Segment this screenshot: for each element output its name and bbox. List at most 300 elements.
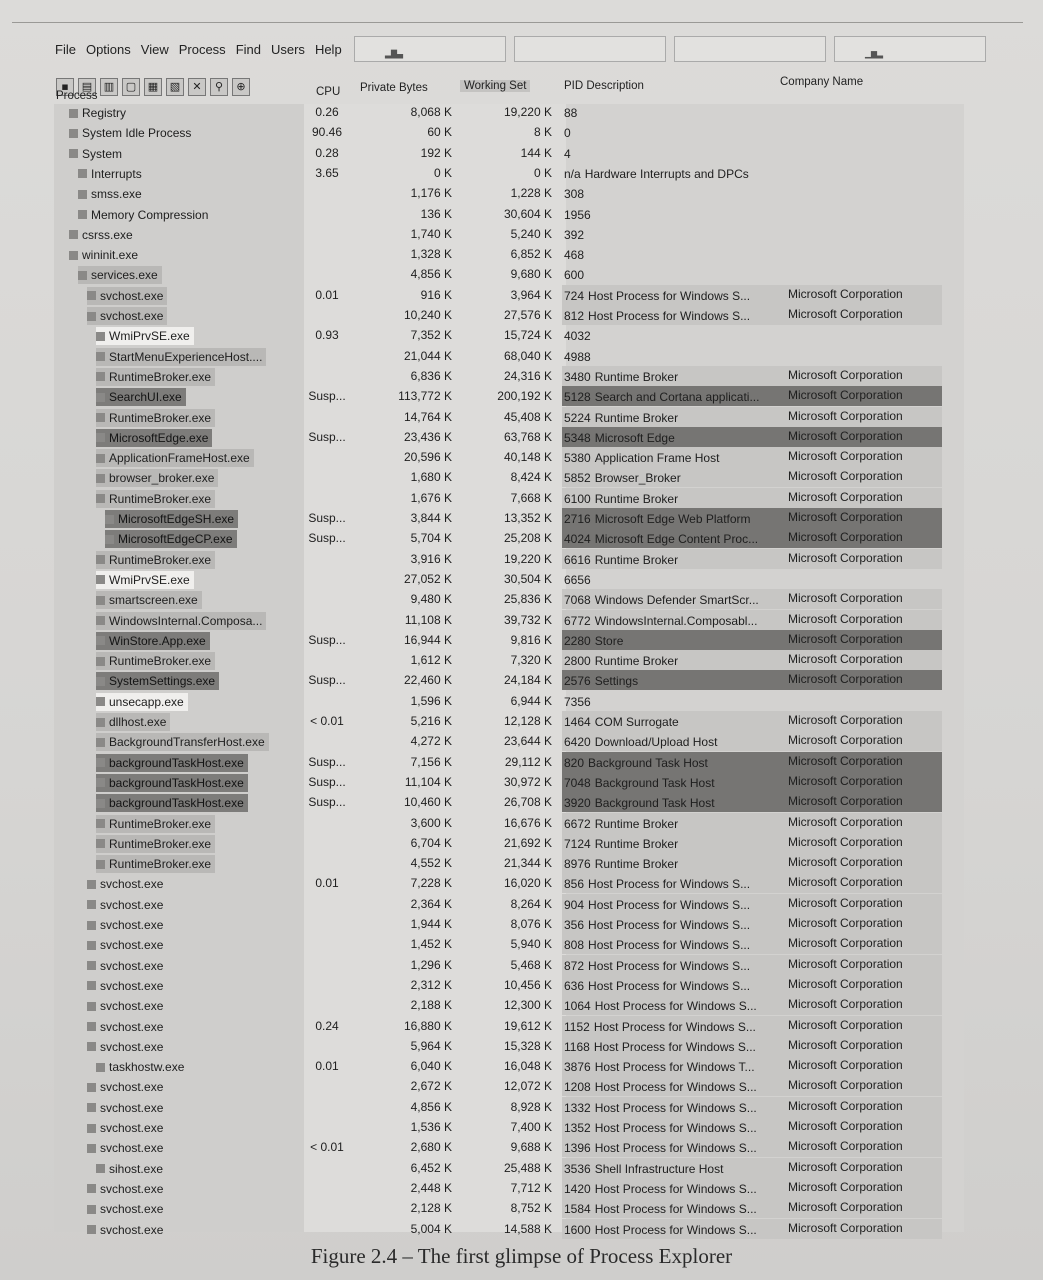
process-icon [96, 636, 105, 645]
process-name-cell[interactable] [96, 469, 218, 487]
process-name-cell[interactable] [96, 733, 269, 751]
description-text: Host Process for Windows S... [593, 1019, 756, 1034]
process-row[interactable] [54, 204, 964, 224]
process-icon [87, 1205, 96, 1214]
pid-value: 1600 [564, 1222, 591, 1237]
pid-value: 1956 [564, 207, 591, 222]
pid-description-cell [564, 754, 708, 772]
io-graph[interactable] [674, 36, 826, 62]
process-name: Registry [82, 106, 127, 120]
process-name: BackgroundTransferHost.exe [109, 735, 265, 750]
working-set-cell: 1,228 K [510, 186, 552, 201]
process-icon [87, 981, 96, 990]
process-name: svchost.exe [100, 958, 164, 973]
process-row[interactable] [54, 1036, 964, 1056]
company-cell: Microsoft Corporation [788, 489, 903, 504]
private-bytes-cell: 1,612 K [410, 653, 452, 668]
pid-value: 1420 [564, 1181, 591, 1196]
process-icon [96, 372, 105, 381]
process-row[interactable] [54, 691, 964, 711]
process-name-cell[interactable] [87, 1038, 167, 1056]
process-name: svchost.exe [100, 1039, 164, 1054]
process-name-cell[interactable] [96, 551, 215, 569]
process-row[interactable] [54, 528, 964, 548]
process-row[interactable] [54, 508, 964, 528]
working-set-cell: 12,300 K [503, 998, 552, 1013]
menu-file[interactable]: File [55, 42, 76, 57]
process-icon [96, 839, 105, 848]
description-text: Background Task Host [594, 796, 715, 811]
process-row[interactable] [54, 447, 964, 467]
process-name-cell[interactable] [96, 632, 210, 650]
pid-description-cell [564, 1139, 757, 1157]
header-private-bytes[interactable]: Private Bytes [360, 82, 428, 94]
description-text: Search and Cortana applicati... [594, 390, 760, 405]
pid-description-cell [564, 104, 581, 122]
process-name-cell[interactable] [96, 672, 219, 690]
process-row[interactable] [54, 792, 964, 812]
process-name-cell[interactable] [96, 327, 194, 345]
process-name-cell[interactable] [96, 612, 266, 630]
process-row[interactable] [54, 285, 964, 305]
process-name-cell[interactable] [87, 1221, 167, 1239]
company-cell: Microsoft Corporation [788, 814, 903, 829]
company-cell: Microsoft Corporation [788, 428, 903, 443]
save-icon[interactable]: ▪ [56, 78, 74, 96]
pid-value: 872 [564, 958, 585, 973]
description-text: Host Process for Windows S... [588, 309, 751, 323]
process-row[interactable] [54, 264, 964, 284]
company-cell: Microsoft Corporation [788, 1119, 903, 1133]
process-name: svchost.exe [100, 1202, 164, 1217]
process-name-cell[interactable] [87, 1180, 167, 1198]
description-text: Browser_Broker [594, 471, 681, 486]
pid-description-cell [564, 672, 638, 690]
process-row[interactable] [54, 569, 964, 589]
process-name-cell[interactable] [87, 307, 167, 325]
process-name-cell[interactable] [96, 388, 186, 406]
description-text: Runtime Broker [594, 654, 679, 669]
pid-description-cell [564, 875, 750, 893]
process-name-cell[interactable] [96, 815, 215, 833]
gpu-graph[interactable] [834, 36, 986, 62]
process-icon [96, 413, 105, 422]
description-text: Runtime Broker [594, 552, 679, 567]
process-row[interactable] [54, 122, 964, 142]
pid-value: 2716 [564, 512, 591, 526]
process-name: backgroundTaskHost.exe [109, 775, 244, 790]
pid-value: 5852 [564, 471, 591, 486]
kill-icon[interactable]: ✕ [188, 78, 206, 96]
cpu-cell: Susp... [308, 795, 346, 810]
working-set-cell: 40,148 K [503, 450, 552, 465]
pid-description-cell [564, 713, 679, 731]
cpu-cell: 0.28 [315, 145, 339, 160]
working-set-cell: 25,836 K [503, 592, 552, 607]
company-cell: Microsoft Corporation [788, 388, 903, 403]
process-name-cell[interactable] [96, 794, 248, 812]
pid-value: 5380 [564, 451, 591, 466]
working-set-cell: 5,468 K [510, 957, 552, 972]
description-text: Host Process for Windows S... [594, 1202, 757, 1217]
private-bytes-cell: 2,364 K [410, 896, 452, 911]
company-cell: Microsoft Corporation [788, 753, 903, 768]
process-name-cell[interactable] [87, 896, 167, 914]
process-row[interactable] [54, 873, 964, 893]
process-row[interactable] [54, 366, 964, 386]
company-cell: Microsoft Corporation [788, 997, 903, 1012]
pid-value: 856 [564, 877, 585, 892]
process-name-cell[interactable] [87, 997, 167, 1015]
process-row[interactable] [54, 833, 964, 853]
process-name-cell[interactable] [96, 449, 254, 467]
process-icon [69, 251, 78, 260]
process-row[interactable] [54, 1178, 964, 1198]
private-bytes-cell: 5,704 K [410, 531, 452, 546]
company-cell: Microsoft Corporation [788, 1098, 903, 1113]
pid-value: 1168 [564, 1039, 590, 1054]
pid-value: 1584 [564, 1202, 591, 1217]
description-text: Background Task Host [588, 755, 708, 770]
process-name-cell[interactable] [96, 368, 215, 386]
working-set-cell: 8,752 K [510, 1201, 552, 1216]
process-name-cell[interactable] [87, 977, 167, 995]
company-cell: Microsoft Corporation [788, 1037, 903, 1052]
process-icon [96, 332, 105, 341]
menu-process[interactable]: Process [178, 42, 226, 57]
pid-value: 468 [564, 248, 585, 263]
process-name: MicrosoftEdge.exe [109, 430, 209, 445]
commit-graph[interactable] [514, 36, 666, 62]
description-text: Microsoft Edge Web Platform [594, 512, 751, 526]
description-text: Runtime Broker [594, 491, 679, 506]
process-row[interactable] [54, 325, 964, 345]
process-row[interactable] [54, 670, 964, 690]
process-name-cell[interactable] [87, 1099, 167, 1117]
process-row[interactable] [54, 589, 964, 609]
private-bytes-cell: 4,856 K [410, 267, 452, 282]
process-name-cell[interactable] [96, 429, 212, 447]
process-row[interactable] [54, 630, 964, 650]
menu-help[interactable]: Help [314, 42, 342, 57]
dll-view-icon[interactable]: ▦ [144, 78, 162, 96]
process-name: RuntimeBroker.exe [109, 654, 212, 669]
process-icon [78, 210, 87, 219]
private-bytes-cell: 5,216 K [410, 714, 452, 728]
private-bytes-cell: 3,916 K [410, 551, 452, 566]
description-text: Host Process for Windows S... [593, 1039, 756, 1054]
pid-value: 6656 [564, 572, 591, 587]
pid-description-cell [564, 185, 588, 203]
window-icon[interactable]: ▢ [122, 78, 140, 96]
working-set-cell: 12,128 K [503, 714, 552, 728]
menu-find[interactable]: Find [235, 42, 261, 57]
process-row[interactable] [54, 102, 964, 122]
working-set-cell: 8,424 K [510, 470, 552, 485]
company-cell: Microsoft Corporation [788, 408, 903, 423]
header-pid-description[interactable]: PID Description [564, 80, 644, 92]
pid-value: 7124 [564, 836, 591, 851]
process-row[interactable] [54, 1219, 964, 1239]
process-row[interactable] [54, 427, 964, 447]
cpu-spark-icon: ▂▆▃ [385, 48, 404, 59]
process-row[interactable] [54, 731, 964, 751]
working-set-cell: 5,240 K [510, 226, 552, 241]
process-row[interactable] [54, 407, 964, 427]
process-row[interactable] [54, 711, 964, 731]
working-set-cell: 21,692 K [503, 835, 552, 850]
gpu-spark-icon: ▁▅▂ [865, 48, 884, 59]
working-set-cell: 9,688 K [510, 1140, 552, 1155]
process-row[interactable] [54, 894, 964, 914]
process-icon [96, 819, 105, 828]
working-set-cell: 7,400 K [510, 1120, 552, 1134]
menu-users[interactable]: Users [270, 42, 305, 57]
working-set-cell: 16,676 K [503, 815, 552, 830]
handle-view-icon[interactable]: ▧ [166, 78, 184, 96]
process-name-cell[interactable] [69, 145, 126, 163]
pid-value: 8976 [564, 857, 591, 872]
process-name-cell[interactable] [96, 571, 194, 589]
private-bytes-cell: 3,600 K [410, 815, 452, 830]
process-row[interactable] [54, 1097, 964, 1117]
menu-view[interactable]: View [140, 42, 169, 57]
process-row[interactable] [54, 995, 964, 1015]
properties-icon[interactable]: ▤ [78, 78, 96, 96]
process-name-cell[interactable] [87, 957, 167, 975]
description-text: Host Process for Windows S... [588, 978, 751, 993]
company-cell: Microsoft Corporation [788, 855, 903, 870]
company-cell: Microsoft Corporation [788, 794, 903, 809]
process-name-cell[interactable] [78, 165, 146, 183]
process-name-cell[interactable] [105, 530, 237, 548]
pid-description-cell [564, 794, 715, 812]
process-name-cell[interactable] [69, 246, 142, 264]
pid-value: 6772 [564, 613, 591, 628]
header-working-set[interactable]: Working Set [460, 80, 530, 92]
working-set-cell: 8,076 K [510, 917, 552, 931]
process-icon [87, 921, 96, 930]
process-row[interactable] [54, 305, 964, 325]
process-name-cell[interactable] [96, 348, 266, 366]
working-set-cell: 26,708 K [503, 795, 552, 810]
process-name: svchost.exe [100, 1080, 164, 1095]
process-name-cell[interactable] [87, 1018, 167, 1036]
private-bytes-cell: 6,040 K [410, 1059, 452, 1074]
pid-value: 2280 [564, 633, 591, 648]
process-name-cell[interactable] [87, 1139, 167, 1157]
working-set-cell: 8,928 K [510, 1099, 552, 1114]
private-bytes-cell: 3,844 K [410, 511, 452, 525]
process-name-cell[interactable] [69, 226, 137, 244]
process-name: SystemSettings.exe [109, 674, 216, 689]
working-set-cell: 16,048 K [503, 1059, 552, 1074]
pid-value: 7356 [564, 694, 591, 709]
working-set-cell: 6,852 K [510, 247, 552, 262]
column-headers [54, 76, 964, 104]
private-bytes-cell: 5,964 K [410, 1038, 452, 1053]
process-name: svchost.exe [100, 938, 164, 953]
process-icon [96, 575, 105, 584]
process-name-cell[interactable] [96, 1058, 188, 1076]
pid-value: 6420 [564, 735, 591, 750]
private-bytes-cell: 1,328 K [410, 247, 452, 262]
pid-value: 88 [564, 106, 578, 120]
process-name-cell[interactable] [87, 1078, 167, 1096]
process-name-cell[interactable] [87, 1200, 167, 1218]
description-text: Host Process for Windows S... [588, 958, 751, 973]
working-set-cell: 16,020 K [503, 876, 552, 891]
process-row[interactable] [54, 346, 964, 366]
process-name-cell[interactable] [69, 104, 130, 122]
process-icon [96, 454, 105, 463]
process-row[interactable] [54, 650, 964, 670]
cpu-cell: < 0.01 [310, 714, 344, 728]
process-name-cell[interactable] [105, 510, 238, 528]
process-name-cell[interactable] [96, 855, 215, 873]
cpu-graph[interactable] [354, 36, 506, 62]
private-bytes-cell: 20,596 K [403, 450, 452, 465]
working-set-cell: 7,668 K [510, 490, 552, 505]
pid-description-cell [564, 997, 757, 1015]
header-cpu[interactable]: CPU [316, 86, 341, 98]
pid-description-cell [564, 591, 759, 609]
process-row[interactable] [54, 1117, 964, 1137]
process-row[interactable] [54, 772, 964, 792]
process-name-cell[interactable] [96, 652, 215, 670]
process-name-cell[interactable] [96, 693, 188, 711]
process-row[interactable] [54, 853, 964, 873]
process-row[interactable] [54, 955, 964, 975]
process-icon [87, 1124, 96, 1133]
process-name-cell[interactable] [87, 875, 167, 893]
process-name-cell[interactable] [78, 185, 146, 203]
process-row[interactable] [54, 1076, 964, 1096]
process-name-cell[interactable] [69, 124, 195, 142]
find-icon[interactable]: ⚲ [210, 78, 228, 96]
pid-value: 808 [564, 938, 585, 953]
process-icon [87, 1103, 96, 1112]
working-set-cell: 24,184 K [503, 673, 552, 688]
process-name-cell[interactable] [87, 936, 167, 954]
pid-description-cell [564, 165, 749, 183]
header-process[interactable]: Process [56, 90, 98, 102]
pid-description-cell [564, 1180, 757, 1198]
process-name-cell[interactable] [78, 206, 212, 224]
process-name-cell[interactable] [96, 835, 215, 853]
menu-bar [54, 42, 343, 64]
company-cell: Microsoft Corporation [788, 773, 903, 788]
description-text: Host Process for Windows S... [588, 918, 751, 932]
process-row[interactable] [54, 1158, 964, 1178]
private-bytes-cell: 2,680 K [410, 1140, 452, 1155]
private-bytes-cell: 2,312 K [410, 977, 452, 992]
cpu-cell: < 0.01 [310, 1140, 344, 1155]
company-cell: Microsoft Corporation [788, 1017, 903, 1032]
description-text: Host Process for Windows S... [594, 1141, 757, 1156]
process-name-cell[interactable] [87, 916, 167, 934]
process-row[interactable] [54, 752, 964, 772]
process-icon [87, 941, 96, 950]
process-row[interactable] [54, 1198, 964, 1218]
process-row[interactable] [54, 549, 964, 569]
process-name-cell[interactable] [96, 1160, 167, 1178]
private-bytes-cell: 60 K [427, 125, 452, 140]
process-name-cell[interactable] [87, 287, 167, 305]
process-name-cell[interactable] [96, 754, 248, 772]
process-icon [69, 230, 78, 239]
process-name-cell[interactable] [87, 1119, 167, 1137]
process-name: svchost.exe [100, 897, 164, 912]
process-row[interactable] [54, 163, 964, 183]
process-row[interactable] [54, 1056, 964, 1076]
menu-options[interactable]: Options [85, 42, 131, 57]
process-name-cell[interactable] [96, 713, 170, 731]
process-row[interactable] [54, 488, 964, 508]
pid-description-cell [564, 551, 678, 569]
process-name: svchost.exe [100, 1019, 164, 1034]
process-row[interactable] [54, 934, 964, 954]
process-name-cell[interactable] [78, 266, 162, 284]
process-row[interactable] [54, 914, 964, 934]
process-row[interactable] [54, 183, 964, 203]
pid-value: 0 [564, 126, 571, 141]
process-icon [87, 312, 96, 321]
process-icon [96, 677, 105, 686]
process-row[interactable] [54, 813, 964, 833]
process-row[interactable] [54, 143, 964, 163]
system-info-icon[interactable]: ▥ [100, 78, 118, 96]
process-row[interactable] [54, 467, 964, 487]
pid-value: 1352 [564, 1121, 591, 1135]
pid-description-cell [564, 510, 751, 528]
pid-description-cell [564, 1078, 757, 1096]
target-icon[interactable]: ⊕ [232, 78, 250, 96]
process-name: smartscreen.exe [109, 593, 198, 608]
description-text: Download/Upload Host [594, 735, 718, 750]
cpu-cell: Susp... [308, 531, 346, 546]
private-bytes-cell: 11,104 K [404, 774, 452, 789]
working-set-cell: 29,112 K [504, 754, 552, 769]
company-cell: Microsoft Corporation [788, 1139, 903, 1154]
description-text: Host Process for Windows S... [588, 288, 751, 303]
process-name-cell[interactable] [96, 591, 202, 609]
process-row[interactable] [54, 224, 964, 244]
pid-description-cell [564, 469, 681, 487]
working-set-cell: 9,680 K [510, 267, 552, 282]
process-row[interactable] [54, 610, 964, 630]
process-row[interactable] [54, 975, 964, 995]
header-company[interactable]: Company Name [780, 76, 864, 88]
process-name: unsecapp.exe [109, 694, 184, 709]
pid-description-cell [564, 307, 750, 325]
process-row[interactable] [54, 386, 964, 406]
process-name-cell[interactable] [96, 490, 215, 508]
process-icon [96, 616, 105, 625]
private-bytes-cell: 10,240 K [403, 308, 452, 322]
process-name-cell[interactable] [96, 774, 248, 792]
process-name-cell[interactable] [96, 409, 215, 427]
process-row[interactable] [54, 244, 964, 264]
process-icon [87, 1002, 96, 1011]
private-bytes-cell: 1,452 K [410, 937, 452, 952]
process-name: svchost.exe [100, 288, 164, 303]
private-bytes-cell: 1,740 K [410, 226, 452, 241]
process-row[interactable] [54, 1137, 964, 1157]
pid-value: 1332 [564, 1100, 591, 1115]
process-row[interactable] [54, 1016, 964, 1036]
pid-description-cell [564, 530, 758, 548]
